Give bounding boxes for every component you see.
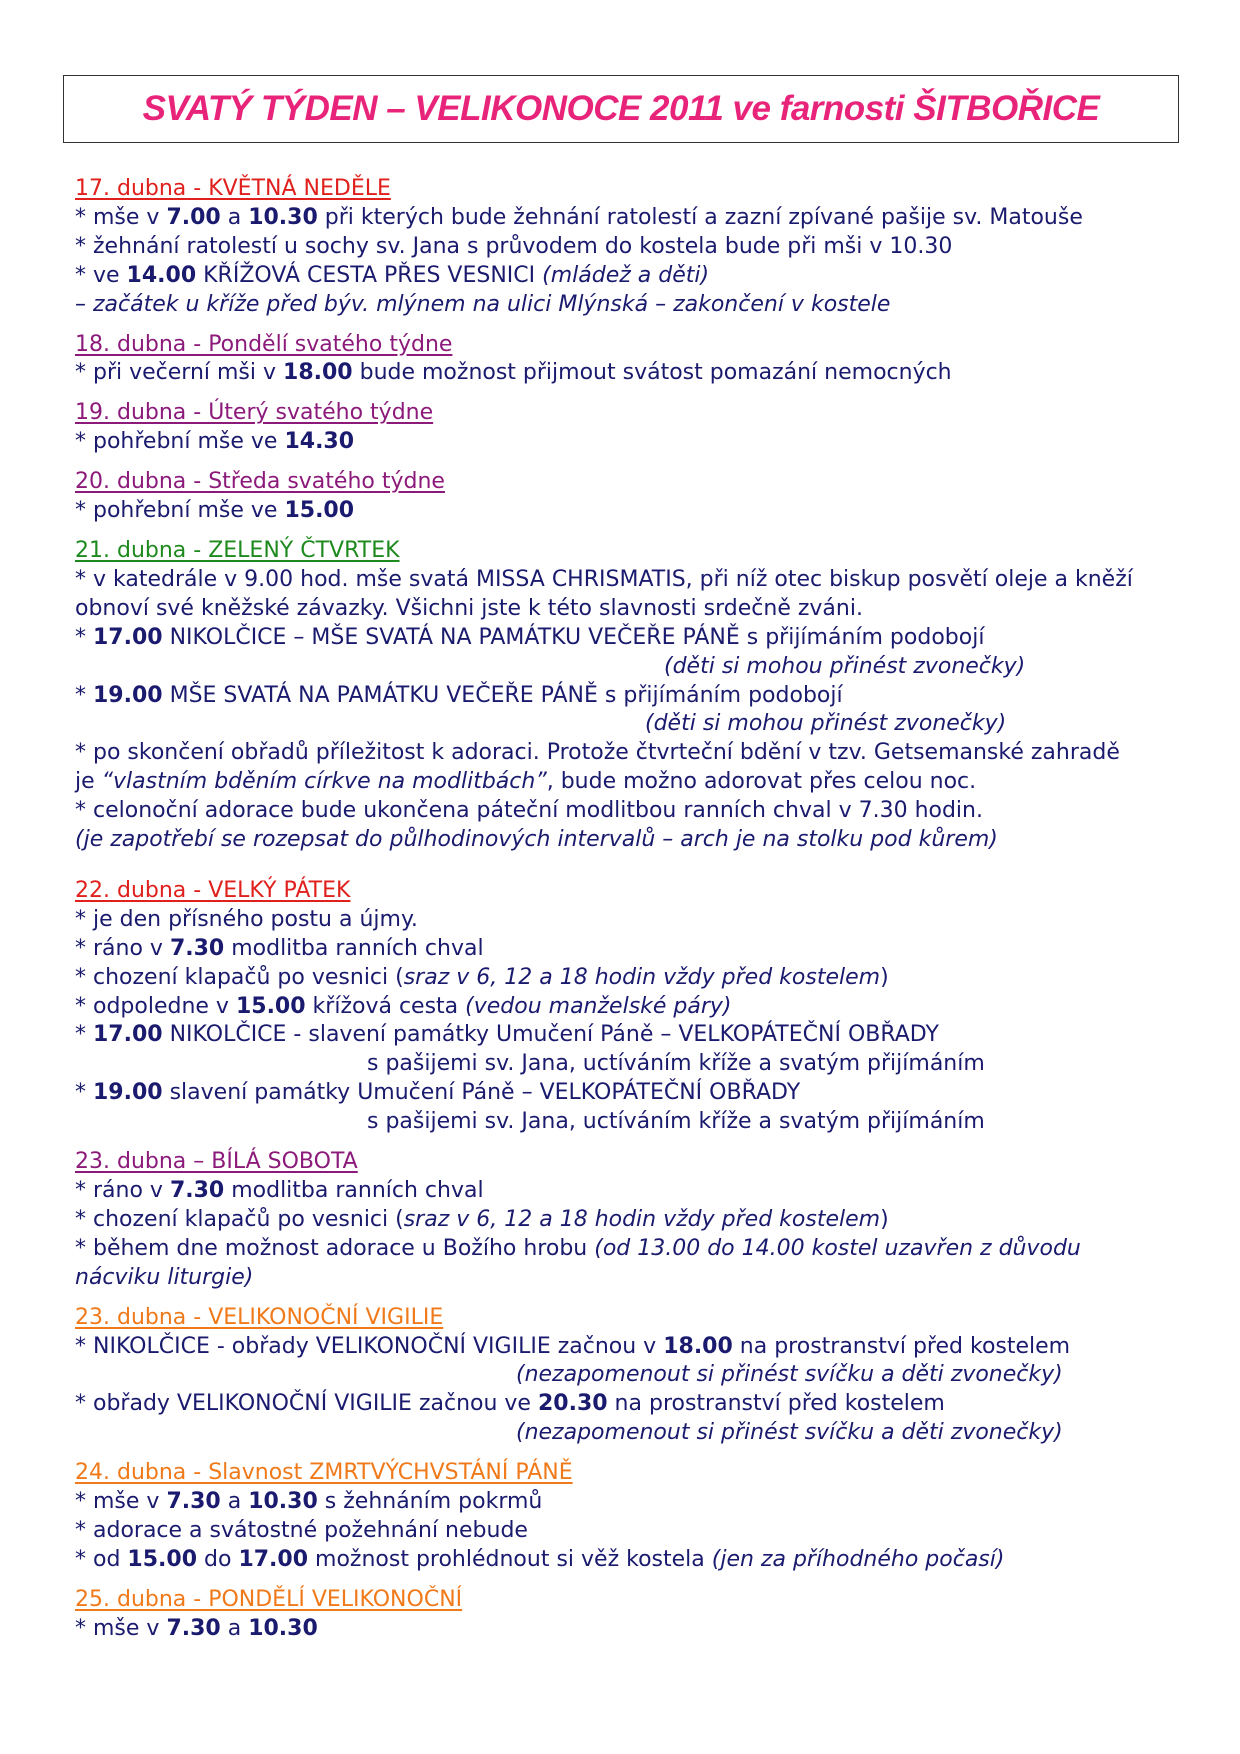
- section-bila-sobota: [75, 1148, 1185, 1293]
- text-line: [75, 964, 1185, 993]
- section-heading: 23. dubna – BÍLÁ SOBOTA: [75, 1149, 358, 1175]
- text-line: [75, 624, 1185, 653]
- text-line: [75, 359, 1185, 388]
- note-text: nácviku liturgie): [75, 1264, 254, 1290]
- text-run: křížová cesta: [305, 993, 466, 1019]
- text-run: obnoví své kněžské závazky. Všichni jste k této slavnosti srdečně zváni.: [75, 595, 863, 621]
- text-run: na prostranství před kostelem: [732, 1333, 1071, 1359]
- time-value: 7.30: [169, 1178, 225, 1203]
- text-run: modlitba ranních chval: [224, 935, 484, 961]
- text-line: [75, 1079, 1185, 1108]
- note-text: (nezapomenout si přinést svíčku a děti zvonečky): [516, 1420, 1063, 1446]
- note-text: (nezapomenout si přinést svíčku a děti zvonečky): [516, 1362, 1063, 1388]
- text-run: * žehnání ratolestí u sochy sv. Jana s průvodem do kostela bude při mši v 10.30: [75, 233, 953, 259]
- note-text: “vlastním bděním církve na modlitbách”: [101, 769, 547, 795]
- note-text: (jen za příhodného počasí): [711, 1546, 1005, 1572]
- text-run: * během dne možnost adorace u Božího hrobu: [75, 1235, 595, 1261]
- text-line: [75, 710, 1185, 739]
- text-line: [75, 1390, 1185, 1419]
- text-run: * pohřební mše ve: [75, 498, 285, 524]
- section-pondeli-velikonocni: [75, 1586, 1185, 1644]
- note-text: (vedou manželské páry): [465, 993, 732, 1019]
- schedule: [75, 175, 1185, 1655]
- text-line: [75, 1546, 1185, 1575]
- text-run: *: [75, 1080, 93, 1106]
- text-line: [75, 1419, 1185, 1448]
- text-run: a: [220, 204, 249, 230]
- note-text: sraz v 6, 12 a 18 hodin vždy před kostelem: [403, 964, 881, 990]
- text-line: [75, 1361, 1185, 1390]
- text-run: NIKOLČICE – MŠE SVATÁ NA PAMÁTKU VEČEŘE PÁNĚ s přijímáním podobojí: [162, 624, 985, 650]
- text-run: * NIKOLČICE - obřady VELIKONOČNÍ VIGILIE začnou v: [75, 1333, 664, 1359]
- time-value: 14.30: [284, 429, 355, 455]
- text-line: [75, 1333, 1185, 1362]
- text-run: * celonoční adorace bude ukončena páteční modlitbou ranních chval v 7.30 hodin.: [75, 798, 983, 824]
- time-value: 17.00: [93, 1022, 163, 1048]
- section-heading: 20. dubna - Středa svatého týdne: [75, 469, 445, 495]
- time-value: 17.00: [93, 624, 163, 650]
- text-run: * mše v: [75, 1615, 167, 1641]
- text-line: [75, 826, 1185, 855]
- text-run: s pašijemi sv. Jana, uctíváním kříže a svatým přijímáním: [367, 1051, 985, 1077]
- section-heading: 23. dubna - VELIKONOČNÍ VIGILIE: [75, 1304, 444, 1330]
- text-run: * mše v: [75, 1489, 167, 1515]
- text-line: [75, 739, 1185, 768]
- text-line: [75, 1517, 1185, 1546]
- text-line: [75, 262, 1185, 291]
- text-run: ): [880, 1206, 889, 1232]
- text-run: na prostranství před kostelem: [607, 1391, 945, 1417]
- time-value: 7.30: [166, 1489, 221, 1515]
- text-line: [75, 428, 1185, 457]
- text-run: * po skončení obřadů příležitost k adoraci. Protože čtvrteční bdění v tzv. Getsemanské zahradě: [75, 740, 1120, 766]
- text-run: * odpoledne v: [75, 993, 236, 1019]
- text-line: [75, 682, 1185, 711]
- section-heading: 18. dubna - Pondělí svatého týdne: [75, 331, 453, 357]
- section-zeleny-ctvrtek: [75, 537, 1185, 855]
- time-value: 15.00: [235, 993, 306, 1019]
- text-line: [75, 1108, 1185, 1137]
- note-text: (mládež a děti): [542, 262, 710, 288]
- time-value: 20.30: [537, 1391, 608, 1417]
- text-line: [75, 1050, 1185, 1079]
- time-value: 18.00: [663, 1333, 733, 1359]
- text-run: * od: [75, 1546, 128, 1572]
- text-run: * při večerní mši v: [75, 360, 284, 386]
- text-run: MŠE SVATÁ NA PAMÁTKU VEČEŘE PÁNĚ s přijímáním podobojí: [162, 682, 843, 708]
- note-text: (děti si mohou přinést zvonečky): [664, 653, 1026, 679]
- time-value: 15.00: [284, 498, 355, 524]
- section-heading: 24. dubna - Slavnost ZMRTVÝCHVSTÁNÍ PÁNĚ: [75, 1460, 573, 1486]
- time-value: 14.00: [126, 262, 197, 288]
- text-line: [75, 935, 1185, 964]
- text-run: * mše v: [75, 204, 167, 230]
- time-value: 7.00: [166, 204, 221, 230]
- text-run: ): [880, 964, 889, 990]
- text-line: [75, 1488, 1185, 1517]
- section-streda-svateho-tydne: [75, 468, 1185, 526]
- time-value: 10.30: [248, 1489, 318, 1515]
- text-line: [75, 1235, 1185, 1264]
- section-heading: 25. dubna - PONDĚLÍ VELIKONOČNÍ: [75, 1586, 463, 1612]
- text-run: * obřady VELIKONOČNÍ VIGILIE začnou ve: [75, 1391, 538, 1417]
- time-value: 19.00: [93, 682, 163, 708]
- text-line: [75, 566, 1185, 595]
- note-text: (od 13.00 do 14.00 kostel uzavřen z důvodu: [594, 1235, 1081, 1261]
- note-text: (je zapotřebí se rozepsat do půlhodinových intervalů – arch je na stolku pod kůrem): [75, 827, 998, 853]
- text-run: při kterých bude žehnání ratolestí a zazní zpívané pašije sv. Matouše: [317, 204, 1083, 230]
- text-line: [75, 1615, 1185, 1644]
- time-value: 19.00: [93, 1080, 163, 1106]
- text-line: [75, 595, 1185, 624]
- text-run: slavení památky Umučení Páně – VELKOPÁTEČNÍ OBŘADY: [162, 1080, 801, 1106]
- text-run: a: [220, 1615, 249, 1641]
- note-text: sraz v 6, 12 a 18 hodin vždy před kostelem: [403, 1206, 881, 1232]
- section-kvetna-nedele: [75, 175, 1185, 320]
- text-run: * adorace a svátostné požehnání nebude: [75, 1517, 528, 1543]
- note-text: – začátek u kříže před býv. mlýnem na ulici Mlýnská – zakončení v kostele: [75, 291, 891, 317]
- text-line: [75, 1264, 1185, 1293]
- text-run: * pohřební mše ve: [75, 429, 285, 455]
- text-line: [75, 768, 1185, 797]
- text-run: bude možnost přijmout svátost pomazání nemocných: [352, 360, 952, 386]
- section-heading: 21. dubna - ZELENÝ ČTVRTEK: [75, 537, 400, 563]
- text-run: s pašijemi sv. Jana, uctíváním kříže a svatým přijímáním: [367, 1109, 985, 1135]
- text-line: [75, 291, 1185, 320]
- text-line: [75, 797, 1185, 826]
- text-line: [75, 204, 1185, 233]
- text-run: KŘÍŽOVÁ CESTA PŘES VESNICI: [196, 262, 543, 288]
- text-run: * ráno v: [75, 935, 170, 961]
- text-run: * v katedrále v 9.00 hod. mše svatá MISSA CHRISMATIS, při níž otec biskup posvětí oleje a kněží: [75, 566, 1133, 592]
- text-run: , bude možno adorovat přes celou noc.: [546, 769, 977, 795]
- section-zmrtvychvstani-pane: [75, 1459, 1185, 1575]
- text-run: *: [75, 682, 93, 708]
- time-value: 17.00: [238, 1546, 309, 1572]
- text-run: * ve: [75, 262, 127, 288]
- page-title: SVATÝ TÝDEN – VELIKONOCE 2011 ve farnosti ŠITBOŘICE: [142, 89, 1100, 128]
- text-line: [75, 1206, 1185, 1235]
- text-line: [75, 653, 1185, 682]
- text-line: [75, 993, 1185, 1022]
- time-value: 10.30: [248, 204, 318, 230]
- text-run: je: [75, 769, 102, 795]
- text-line: [75, 233, 1185, 262]
- section-pondeli-svateho-tydne: [75, 331, 1185, 389]
- text-run: modlitba ranních chval: [224, 1178, 484, 1203]
- text-run: * je den přísného postu a újmy.: [75, 906, 418, 932]
- text-run: *: [75, 624, 93, 650]
- time-value: 10.30: [248, 1615, 318, 1641]
- text-run: *: [75, 1022, 93, 1048]
- section-velky-patek: [75, 877, 1185, 1137]
- text-line: [75, 1021, 1185, 1050]
- time-value: 7.30: [169, 935, 225, 961]
- time-value: 7.30: [166, 1615, 221, 1641]
- text-run: s žehnáním pokrmů: [317, 1489, 543, 1515]
- text-run: * ráno v: [75, 1178, 170, 1203]
- section-heading: 19. dubna - Úterý svatého týdne: [75, 400, 434, 426]
- title-box: [63, 75, 1179, 143]
- text-line: [75, 1177, 1185, 1206]
- section-velikonocni-vigilie: [75, 1304, 1185, 1449]
- text-line: [75, 497, 1185, 526]
- text-run: možnost prohlédnout si věž kostela: [308, 1546, 712, 1572]
- text-run: a: [220, 1489, 249, 1515]
- time-value: 18.00: [283, 360, 353, 386]
- time-value: 15.00: [127, 1546, 198, 1572]
- text-run: * chození klapačů po vesnici (: [75, 964, 404, 990]
- section-utery-svateho-tydne: [75, 399, 1185, 457]
- text-run: * chození klapačů po vesnici (: [75, 1206, 404, 1232]
- text-run: do: [197, 1546, 239, 1572]
- section-heading: 17. dubna - KVĚTNÁ NEDĚLE: [75, 176, 391, 201]
- note-text: (děti si mohou přinést zvonečky): [645, 711, 1007, 737]
- text-run: NIKOLČICE - slavení památky Umučení Páně – VELKOPÁTEČNÍ OBŘADY: [162, 1022, 939, 1048]
- section-heading: 22. dubna - VELKÝ PÁTEK: [75, 877, 351, 903]
- text-line: [75, 906, 1185, 935]
